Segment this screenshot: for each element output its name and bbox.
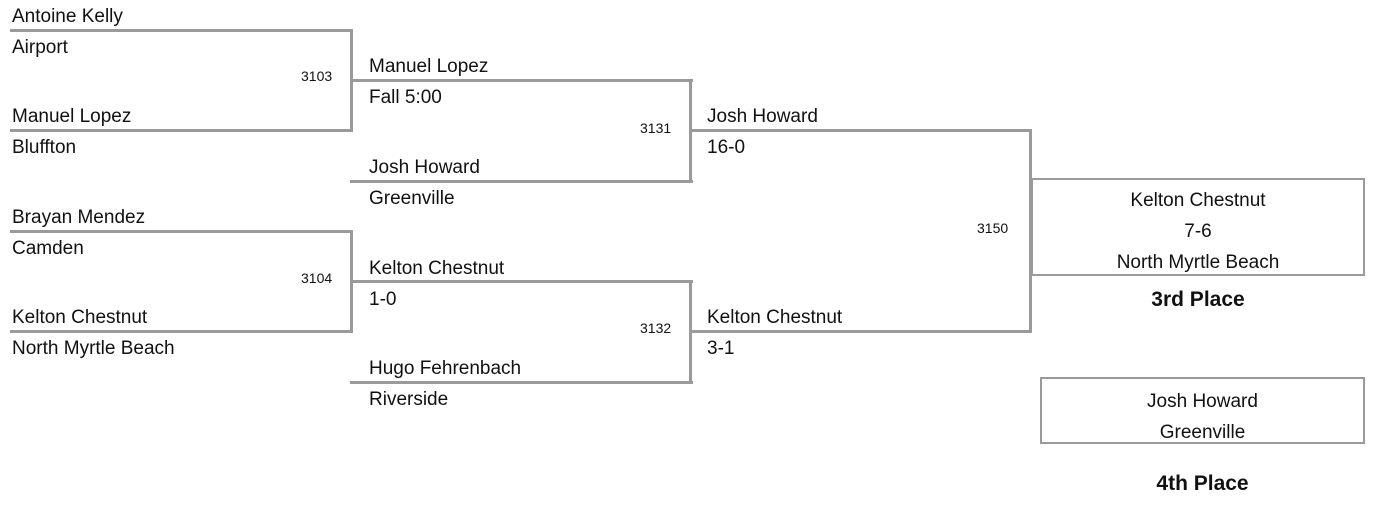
third-place-box — [1031, 178, 1365, 276]
fourth-place-box — [1040, 377, 1365, 444]
bout-number: 3104 — [301, 270, 333, 286]
wrestler-team: Greenville — [369, 188, 455, 209]
bout-number: 3131 — [640, 120, 672, 136]
third-place-team: North Myrtle Beach — [1116, 252, 1280, 273]
bout-number: 3150 — [977, 220, 1009, 236]
wrestler-name: Kelton Chestnut — [707, 307, 843, 328]
fourth-place-label: 4th Place — [1156, 472, 1249, 495]
third-place-label: 3rd Place — [1151, 288, 1245, 311]
bracket-line — [350, 180, 693, 183]
match-result: Fall 5:00 — [369, 87, 442, 108]
match-result: 1-0 — [369, 289, 397, 310]
wrestler-name: Brayan Mendez — [12, 207, 146, 228]
bracket-line — [689, 129, 1032, 132]
bracket-line — [350, 79, 693, 82]
wrestler-team: Airport — [12, 37, 68, 58]
bracket-line — [10, 29, 353, 32]
match-result: 3-1 — [707, 338, 735, 359]
wrestler-name: Josh Howard — [369, 157, 480, 178]
wrestler-name: Hugo Fehrenbach — [369, 358, 522, 379]
wrestler-team: Camden — [12, 238, 84, 259]
wrestler-name: Manuel Lopez — [12, 106, 132, 127]
wrestler-name: Kelton Chestnut — [369, 258, 505, 279]
bout-number: 3103 — [301, 68, 333, 84]
bracket-line — [350, 381, 693, 384]
bout-number: 3132 — [640, 320, 672, 336]
wrestler-name: Manuel Lopez — [369, 56, 489, 77]
third-place-score: 7-6 — [1184, 221, 1212, 242]
bracket-line — [10, 230, 353, 233]
bracket-line — [350, 280, 693, 283]
wrestler-team: Riverside — [369, 389, 449, 410]
wrestler-team: North Myrtle Beach — [12, 338, 175, 359]
wrestler-name: Kelton Chestnut — [12, 307, 148, 328]
fourth-place-name: Josh Howard — [1147, 391, 1258, 412]
fourth-place-team: Greenville — [1159, 422, 1246, 443]
wrestler-name: Josh Howard — [707, 106, 818, 127]
bracket-line — [10, 330, 353, 333]
third-place-name: Kelton Chestnut — [1130, 190, 1266, 211]
bracket-line — [10, 129, 353, 132]
bracket-line — [689, 330, 1032, 333]
match-result: 16-0 — [707, 137, 746, 158]
wrestler-team: Bluffton — [12, 137, 77, 158]
wrestler-name: Antoine Kelly — [12, 6, 123, 27]
